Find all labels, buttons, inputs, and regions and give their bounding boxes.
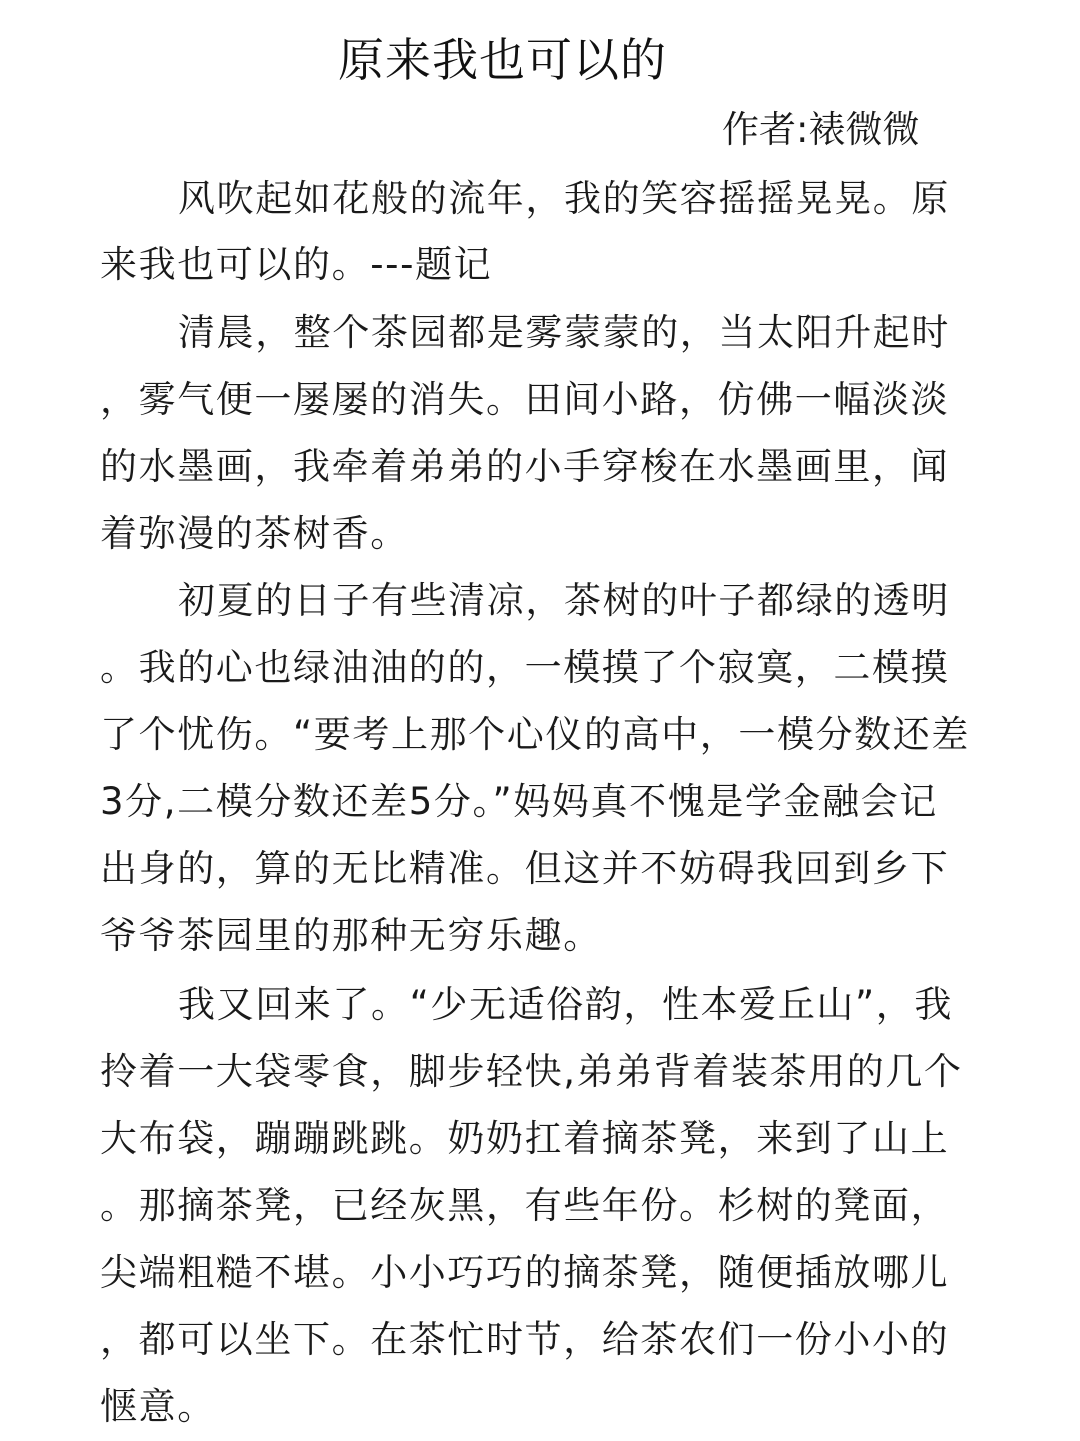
text-line: ，雾气便一屡屡的消失。田间小路，仿佛一幅淡淡 xyxy=(100,378,950,421)
text-line: 。我的心也绿油油的的，一模摸了个寂寞，二模摸 xyxy=(100,646,950,689)
text-line: 尖端粗糙不堪。小小巧巧的摘茶凳，随便插放哪儿 xyxy=(100,1251,950,1294)
text-line: 出身的，算的无比精准。但这并不妨碍我回到乡下 xyxy=(100,847,950,890)
text-line: 清晨，整个茶园都是雾蒙蒙的，当太阳升起时 xyxy=(178,311,950,354)
text-line: 拎着一大袋零食，脚步轻快,弟弟背着装茶用的几个 xyxy=(100,1050,963,1093)
text-line: 爷爷茶园里的那种无穷乐趣。 xyxy=(100,914,602,957)
article-author: 作者:裱微微 xyxy=(722,108,920,151)
text-line: 大布袋，蹦蹦跳跳。奶奶扛着摘茶凳，来到了山上 xyxy=(100,1117,950,1160)
text-line: 初夏的日子有些清凉，茶树的叶子都绿的透明 xyxy=(178,579,950,622)
text-line: 惬意。 xyxy=(100,1385,216,1428)
text-line: 3分,二模分数还差5分。”妈妈真不愧是学金融会记 xyxy=(100,780,938,823)
article-title: 原来我也可以的 xyxy=(338,33,667,87)
text-line: 的水墨画，我牵着弟弟的小手穿梭在水墨画里，闻 xyxy=(100,445,950,488)
text-line: ，都可以坐下。在茶忙时节，给茶农们一份小小的 xyxy=(100,1318,950,1361)
text-line: 了个忧伤。“要考上那个心仪的高中，一模分数还差 xyxy=(100,713,970,756)
text-line: 来我也可以的。---题记 xyxy=(100,243,493,286)
text-line: 我又回来了。“少无适俗韵，性本爱丘山”，我 xyxy=(178,983,953,1026)
text-line: 着弥漫的茶树香。 xyxy=(100,512,409,555)
text-line: 风吹起如花般的流年，我的笑容摇摇晃晃。原 xyxy=(178,177,950,220)
text-line: 。那摘茶凳，已经灰黑，有些年份。杉树的凳面， xyxy=(100,1184,950,1227)
